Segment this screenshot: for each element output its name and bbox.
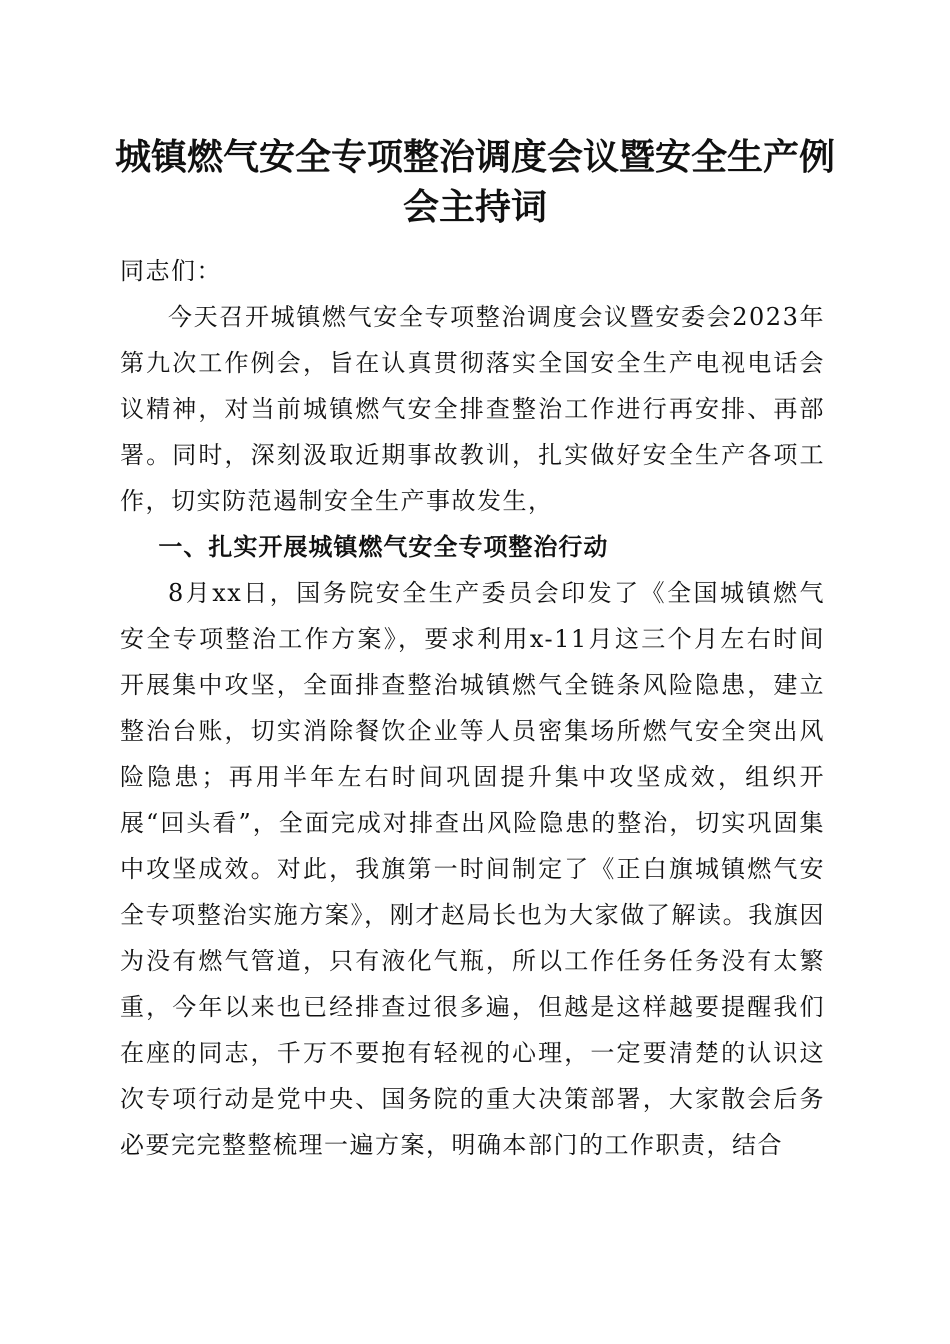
title-line-1: 城镇燃气安全专项整治调度会议暨安全生产例	[114, 136, 835, 178]
section-paragraph: 8月xx日，国务院安全生产委员会印发了《全国城镇燃气安全专项整治工作方案》，要求利用x-11月这三个月左右时间开展集中攻坚，全面排查整治城镇燃气全链条风险隐患，建立整治台账，切实消除餐饮企业等人员密集场所燃气安全突出风险隐患；再用半年左右时间巩固提升集中攻坚成效，组织开展“回头看”，全面完成对排查出风险隐患的整治，切实巩固集中攻坚成效。对此，我旗第一时间制定了《正白旗城镇燃气安全专项整治实施方案》，刚才赵局长也为大家做了解读。我旗因为没有燃气管道，只有液化气瓶，所以工作任务任务没有太繁重，今年以来也已经排查过很多遍，但越是这样越要提醒我们在座的同志，千万不要抱有轻视的心理，一定要清楚的认识这次专项行动是党中央、国务院的重大决策部署，大家散会后务必要完完整整梳理一遍方案，明确本部门的工作职责，结合	[120, 579, 825, 1159]
document-body	[120, 248, 825, 1168]
salutation: 同志们：	[120, 257, 222, 285]
opening-paragraph: 今天召开城镇燃气安全专项整治调度会议暨安委会2023年第九次工作例会，旨在认真贯彻落实全国安全生产电视电话会议精神，对当前城镇燃气安全排查整治工作进行再安排、再部署。同时，深刻汲取近期事故教训，扎实做好安全生产各项工作，切实防范遏制安全生产事故发生，	[120, 303, 825, 515]
document-title	[110, 132, 840, 232]
section-heading: 一、扎实开展城镇燃气安全专项整治行动	[158, 533, 609, 561]
title-line-2: 会主持词	[402, 186, 547, 228]
